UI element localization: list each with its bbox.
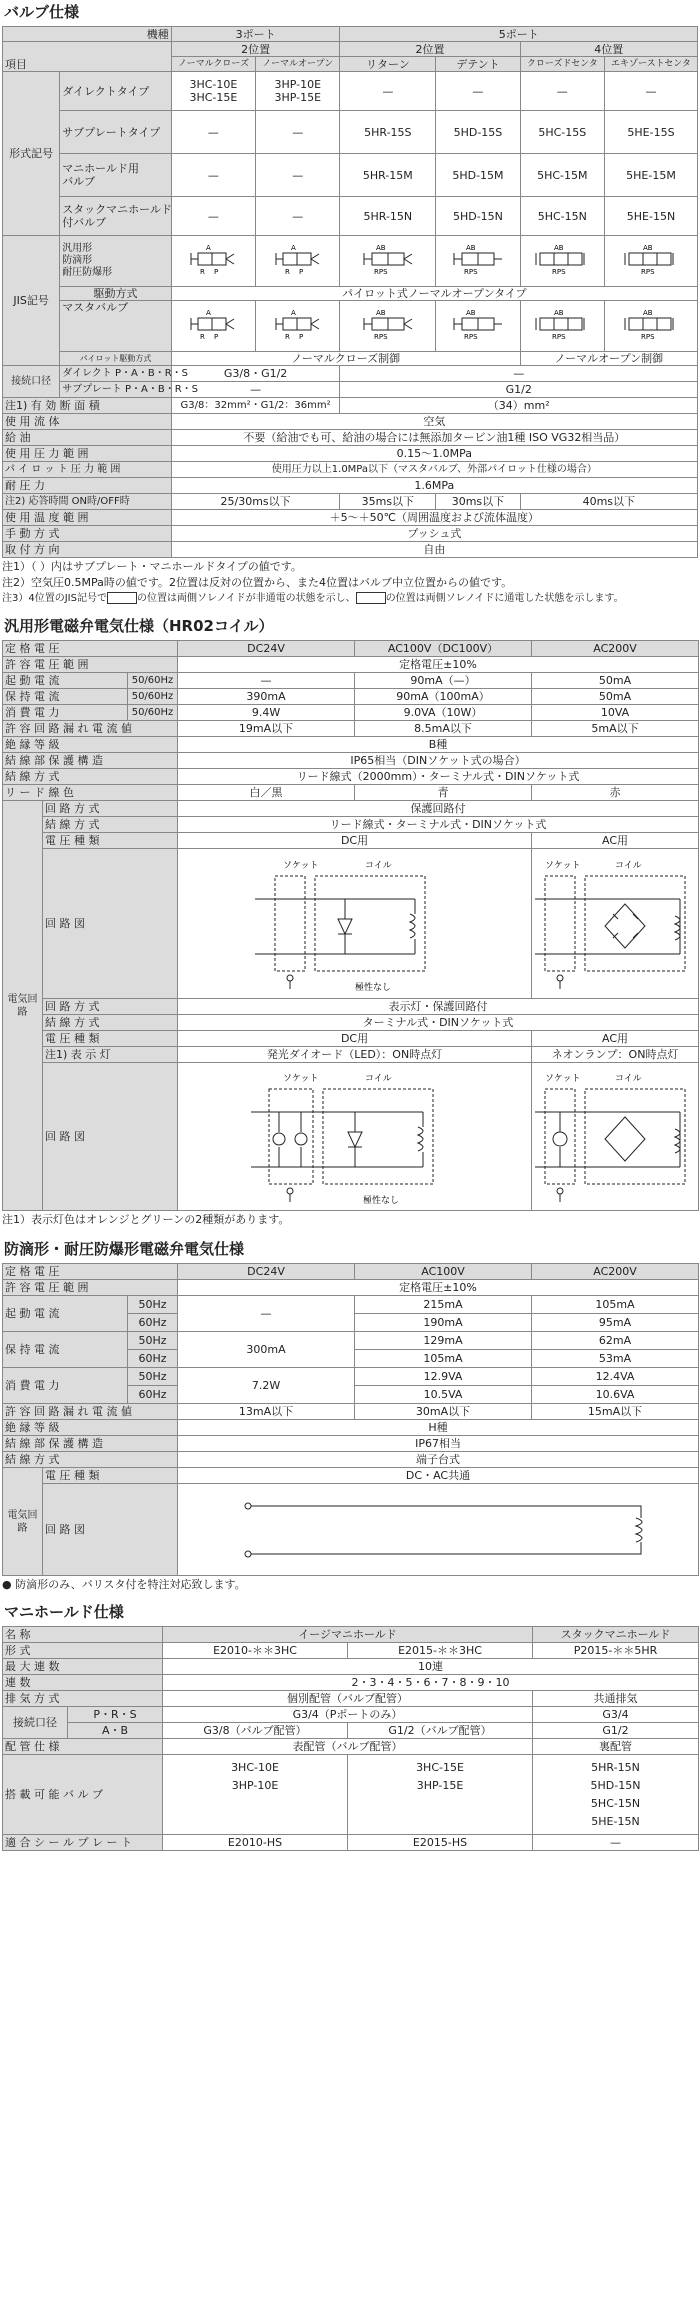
hz-label: 50Hz bbox=[128, 1296, 178, 1314]
svg-text:RPS: RPS bbox=[373, 267, 388, 276]
cell: 50mA bbox=[532, 673, 699, 689]
cell: 10VA bbox=[532, 705, 699, 721]
header-5port: 5ポート bbox=[340, 27, 698, 42]
svg-text:AB: AB bbox=[375, 243, 386, 252]
mount-label: 取 付 方 向 bbox=[3, 542, 172, 558]
port-sub bbox=[60, 382, 199, 398]
svg-text:ソケット: ソケット bbox=[545, 1073, 581, 1084]
drip-header-item: 定 格 電 圧 bbox=[3, 1264, 178, 1280]
cell: B種 bbox=[178, 737, 699, 753]
header-4pos: 4位置 bbox=[520, 42, 697, 57]
row-label: 結 線 方 式 bbox=[3, 769, 178, 785]
cell: 5HD-15S bbox=[436, 111, 520, 154]
response-value: 40ms以下 bbox=[520, 494, 697, 510]
svg-text:P: P bbox=[214, 267, 219, 276]
cell: 5HR-15M bbox=[340, 154, 436, 197]
cell: 3HC-10E 3HC-15E bbox=[171, 72, 255, 111]
col-header: エキゾーストセンタ bbox=[604, 57, 697, 72]
cell: 129mA bbox=[355, 1332, 532, 1350]
cell: 5HR-15N bbox=[340, 197, 436, 236]
ins-value: H種 bbox=[178, 1420, 699, 1436]
valve-note-3 bbox=[2, 592, 700, 606]
valve-model: 3HP-15E bbox=[416, 1779, 464, 1792]
c2-label: 結 線 方 式 bbox=[43, 1015, 178, 1031]
pipe-label: 配 管 仕 様 bbox=[3, 1739, 163, 1755]
header-model: 機種 bbox=[3, 27, 172, 42]
model-label: 形 式 bbox=[3, 1643, 163, 1659]
row-label: リ ー ド 線 色 bbox=[3, 785, 178, 801]
start-dc: — bbox=[178, 1296, 355, 1332]
svg-text:R: R bbox=[284, 332, 290, 341]
power-label: 消 費 電 力 bbox=[3, 1368, 128, 1404]
drip-table bbox=[2, 1263, 699, 1576]
fluid-value: 空気 bbox=[171, 414, 697, 430]
c1-value: リード線式・ターミナル式・DINソケット式 bbox=[178, 817, 699, 833]
hz-label: 50Hz bbox=[128, 1368, 178, 1386]
svg-text:R: R bbox=[200, 267, 206, 276]
drip-title: 防滴形・耐圧防爆形電磁弁電気仕様 bbox=[4, 1240, 245, 1258]
drip-col: AC100V bbox=[355, 1264, 532, 1280]
cell: 105mA bbox=[532, 1296, 699, 1314]
cell: 50mA bbox=[532, 689, 699, 705]
cell: — bbox=[340, 72, 436, 111]
cell: 9.0VA（10W） bbox=[355, 705, 532, 721]
jis-master-nc bbox=[171, 301, 255, 352]
cell: 10.6VA bbox=[532, 1386, 699, 1404]
cell: 9.4W bbox=[178, 705, 355, 721]
mount-col3 bbox=[533, 1755, 699, 1835]
seal-value: — bbox=[533, 1835, 699, 1851]
row-label: サブプレートタイプ bbox=[60, 111, 172, 154]
prot-label: 結 線 部 保 護 構 造 bbox=[3, 1436, 178, 1452]
dc-led-circuit-diagram bbox=[178, 1063, 532, 1211]
hold-dc: 300mA bbox=[178, 1332, 355, 1368]
cell: 5HC-15M bbox=[520, 154, 604, 197]
c2-label: 回 路 方 式 bbox=[43, 999, 178, 1015]
cell: — bbox=[171, 111, 255, 154]
port-label: 接続口径 bbox=[3, 366, 60, 398]
c1-label: 結 線 方 式 bbox=[43, 817, 178, 833]
row-label: 消 費 電 力 bbox=[3, 705, 128, 721]
jis-symbol-closed-center bbox=[520, 236, 604, 287]
pilot-pressure-value: 使用圧力以上1.0MPa以下（マスタバルブ、外部パイロット仕様の場合） bbox=[171, 462, 697, 478]
svg-text:ソケット: ソケット bbox=[545, 860, 581, 871]
jis-symbol-return bbox=[340, 236, 436, 287]
seal-value: E2010-HS bbox=[163, 1835, 348, 1851]
cell: 5HE-15M bbox=[604, 154, 697, 197]
cell: 5HC-15N bbox=[520, 197, 604, 236]
jis-master-return bbox=[340, 301, 436, 352]
pressure-value: 0.15〜1.0MPa bbox=[171, 446, 697, 462]
hz-label: 50Hz bbox=[128, 1332, 178, 1350]
port-sub-dash: — bbox=[171, 382, 340, 398]
cell: 105mA bbox=[355, 1350, 532, 1368]
cell: — bbox=[520, 72, 604, 111]
row-label: マニホールド用 バルブ bbox=[60, 154, 172, 197]
pilot-pressure-label: パ イ ロ ッ ト 圧 力 範 囲 bbox=[3, 462, 172, 478]
manual-value: プッシュ式 bbox=[171, 526, 697, 542]
row-label: 保 持 電 流 bbox=[3, 689, 128, 705]
jis-symbol-detent bbox=[436, 236, 520, 287]
cell: 90mA（—） bbox=[355, 673, 532, 689]
cell: 15mA以下 bbox=[532, 1404, 699, 1420]
position-box bbox=[356, 592, 386, 604]
volt-label: 電 圧 種 類 bbox=[43, 1468, 178, 1484]
col-header: デテント bbox=[436, 57, 520, 72]
exh-easy: 個別配管（バルブ配管） bbox=[163, 1691, 533, 1707]
model: P2015-＊＊5HR bbox=[533, 1643, 699, 1659]
svg-text:コイル: コイル bbox=[615, 1073, 642, 1084]
row-label: 絶 縁 等 級 bbox=[3, 737, 178, 753]
svg-text:P: P bbox=[214, 332, 219, 341]
m-port-label: 接続口径 bbox=[3, 1707, 68, 1739]
hold-label: 保 持 電 流 bbox=[3, 1332, 128, 1368]
cell: 5HD-15N bbox=[436, 197, 520, 236]
svg-text:AB: AB bbox=[554, 243, 564, 252]
svg-text:RPS: RPS bbox=[640, 332, 655, 341]
c2-label: 電 圧 種 類 bbox=[43, 1031, 178, 1047]
port-direct bbox=[60, 366, 189, 382]
cell: — bbox=[171, 154, 255, 197]
pilot-nc-control: ノーマルクローズ制御 bbox=[171, 352, 520, 366]
svg-text:R: R bbox=[200, 332, 206, 341]
port-direct-dash: — bbox=[340, 366, 698, 382]
svg-text:RPS: RPS bbox=[640, 267, 655, 276]
model: E2010-＊＊3HC bbox=[163, 1643, 348, 1659]
svg-text:P: P bbox=[298, 267, 303, 276]
model: E2015-＊＊3HC bbox=[348, 1643, 533, 1659]
hz-label: 60Hz bbox=[128, 1386, 178, 1404]
jis-master-no bbox=[256, 301, 340, 352]
jis-general-label: 汎用形 防滴形 耐圧防爆形 bbox=[60, 236, 172, 287]
temp-value: ＋5〜＋50℃（周囲温度および流体温度） bbox=[171, 510, 697, 526]
cell: — bbox=[256, 111, 340, 154]
volt-value: DC・AC共通 bbox=[178, 1468, 699, 1484]
valve-table bbox=[2, 26, 698, 558]
svg-text:A: A bbox=[290, 243, 296, 252]
cell: 8.5mA以下 bbox=[355, 721, 532, 737]
jis-symbol-exhaust-center bbox=[604, 236, 697, 287]
valve-note-3c: の位置は両側ソレノイドに通電した状態を示します。 bbox=[385, 593, 624, 604]
pipe-easy: 表配管（バルブ配管） bbox=[163, 1739, 533, 1755]
cell: 白／黒 bbox=[178, 785, 355, 801]
wire-value: 端子台式 bbox=[178, 1452, 699, 1468]
jis-master-exhaust-center bbox=[604, 301, 697, 352]
hr02-header-item: 定 格 電 圧 bbox=[3, 641, 178, 657]
drip-note: ● 防滴形のみ、バリスタ付を特注対応致します。 bbox=[2, 1578, 246, 1591]
row-label: ダイレクトタイプ bbox=[60, 72, 172, 111]
area-value-sub: （34）mm² bbox=[340, 398, 698, 414]
svg-text:コイル: コイル bbox=[364, 1073, 392, 1084]
proof-label: 耐 圧 力 bbox=[3, 478, 172, 494]
c2-dc: 発光ダイオード（LED）：ON時点灯 bbox=[178, 1047, 532, 1063]
c2-dc: DC用 bbox=[178, 1031, 532, 1047]
valve-model: 3HC-15E bbox=[416, 1761, 464, 1774]
manual-label: 手 動 方 式 bbox=[3, 526, 172, 542]
row-sub: 50/60Hz bbox=[128, 673, 178, 689]
col-header: リターン bbox=[340, 57, 436, 72]
mount-valve-label: 搭 載 可 能 バ ル ブ bbox=[3, 1755, 163, 1835]
jis-symbol-nc bbox=[171, 236, 255, 287]
ab-value: G3/8（バルブ配管） bbox=[163, 1723, 348, 1739]
model-label: 形式記号 bbox=[3, 72, 60, 236]
drip-diagram-label: 回 路 図 bbox=[43, 1484, 178, 1576]
port-sub-label: サブプレート bbox=[62, 384, 122, 395]
c1-value: 保護回路付 bbox=[178, 801, 699, 817]
diagram-label: 回 路 図 bbox=[43, 1063, 178, 1211]
cell: リード線式（2000mm）・ターミナル式・DINソケット式 bbox=[178, 769, 699, 785]
c2-value: ターミナル式・DINソケット式 bbox=[178, 1015, 699, 1031]
hr02-table bbox=[2, 640, 699, 1211]
valve-model: 5HC-15N bbox=[590, 1796, 641, 1810]
ab-value: G1/2（バルブ配管） bbox=[348, 1723, 533, 1739]
manifold-title: マニホールド仕様 bbox=[4, 1603, 124, 1621]
cell: 12.4VA bbox=[532, 1368, 699, 1386]
oil-value: 不要（給油でも可、給油の場合には無添加タービン油1種 ISO VG32相当品） bbox=[171, 430, 697, 446]
svg-text:RPS: RPS bbox=[463, 332, 478, 341]
circuit-label: 電気回路 bbox=[3, 801, 43, 1211]
cell: 30mA以下 bbox=[355, 1404, 532, 1420]
leak-label: 許 容 回 路 漏 れ 電 流 値 bbox=[3, 1404, 178, 1420]
response-value: 30ms以下 bbox=[436, 494, 520, 510]
cell: 215mA bbox=[355, 1296, 532, 1314]
row-sub: 50/60Hz bbox=[128, 689, 178, 705]
pilot-drive-label: パイロット駆動方式 bbox=[60, 352, 172, 366]
hz-label: 60Hz bbox=[128, 1314, 178, 1332]
row-label: 結 線 部 保 護 構 造 bbox=[3, 753, 178, 769]
jis-master-detent bbox=[436, 301, 520, 352]
ab-label: A・B bbox=[68, 1723, 163, 1739]
valve-note-1: 注1）（ ）内はサブプレート・マニホールドタイプの値です。 bbox=[2, 560, 302, 573]
cell: 190mA bbox=[355, 1314, 532, 1332]
jis-symbol-no bbox=[256, 236, 340, 287]
seal-value: E2015-HS bbox=[348, 1835, 533, 1851]
response-label: 注2) 応答時間 ON時/OFF時 bbox=[3, 494, 172, 510]
cell: 13mA以下 bbox=[178, 1404, 355, 1420]
row-label: 許 容 電 圧 範 囲 bbox=[3, 657, 178, 673]
hr02-col: AC200V bbox=[532, 641, 699, 657]
exh-stack: 共通排気 bbox=[533, 1691, 699, 1707]
valve-model: 3HP-10E bbox=[231, 1779, 279, 1792]
row-label: スタックマニホールド 付バルブ bbox=[60, 197, 172, 236]
temp-label: 使 用 温 度 範 囲 bbox=[3, 510, 172, 526]
manifold-table bbox=[2, 1626, 699, 1851]
start-label: 起 動 電 流 bbox=[3, 1296, 128, 1332]
cell: 定格電圧±10% bbox=[178, 657, 699, 673]
cell: 95mA bbox=[532, 1314, 699, 1332]
cell: 5mA以下 bbox=[532, 721, 699, 737]
wire-label: 結 線 方 式 bbox=[3, 1452, 178, 1468]
svg-text:R: R bbox=[284, 267, 290, 276]
cell: 12.9VA bbox=[355, 1368, 532, 1386]
cell: 90mA（100mA） bbox=[355, 689, 532, 705]
row-sub: 50/60Hz bbox=[128, 705, 178, 721]
response-value: 35ms以下 bbox=[340, 494, 436, 510]
hz-label: 60Hz bbox=[128, 1350, 178, 1368]
c2-label: 注1) 表 示 灯 bbox=[43, 1047, 178, 1063]
row-label: 起 動 電 流 bbox=[3, 673, 128, 689]
c2-ac: ネオンランプ：ON時点灯 bbox=[532, 1047, 699, 1063]
header-2pos: 2位置 bbox=[340, 42, 520, 57]
seal-label: 適 合 シ ー ル プ レ ー ト bbox=[3, 1835, 163, 1851]
cell: 5HR-15S bbox=[340, 111, 436, 154]
drip-circuit-label: 電気回路 bbox=[3, 1468, 43, 1576]
svg-text:RPS: RPS bbox=[373, 332, 388, 341]
header-3port: 3ポート bbox=[171, 27, 340, 42]
coil-label: コイル bbox=[364, 860, 392, 871]
cell: 5HC-15S bbox=[520, 111, 604, 154]
c2-ac: AC用 bbox=[532, 1031, 699, 1047]
mount-col2 bbox=[348, 1755, 533, 1835]
area-label: 注1) 有 効 断 面 積 bbox=[3, 398, 172, 414]
cell: — bbox=[256, 197, 340, 236]
valve-note-3b: の位置は両側ソレノイドが非通電の状態を示し、 bbox=[136, 593, 356, 604]
ac-circuit-diagram bbox=[532, 849, 699, 999]
cell: — bbox=[436, 72, 520, 111]
prs-easy: G3/4（Pポートのみ） bbox=[163, 1707, 533, 1723]
cell: 赤 bbox=[532, 785, 699, 801]
jis-master-closed-center bbox=[520, 301, 604, 352]
header-2pos: 2位置 bbox=[171, 42, 340, 57]
hr02-note: 注1）表示灯色はオレンジとグリーンの2種類があります。 bbox=[2, 1213, 290, 1226]
cell: 青 bbox=[355, 785, 532, 801]
valve-note-2: 注2）空気圧0.5MPa時の値です。2位置は反対の位置から、また4位置はバルブ中立位置からの値です。 bbox=[2, 576, 513, 589]
col-header: ノーマルクローズ bbox=[171, 57, 255, 72]
c2-value: 表示灯・保護回路付 bbox=[178, 999, 699, 1015]
proof-value: 1.6MPa bbox=[171, 478, 697, 494]
cell: 5HE-15N bbox=[604, 197, 697, 236]
c1-ac: AC用 bbox=[532, 833, 699, 849]
header-item: 項目 bbox=[3, 42, 172, 72]
max-label: 最 大 連 数 bbox=[3, 1659, 163, 1675]
svg-text:コイル: コイル bbox=[615, 860, 642, 871]
c1-label: 電 圧 種 類 bbox=[43, 833, 178, 849]
area-value: G3/8：32mm²・G1/2：36mm² bbox=[171, 398, 340, 414]
svg-text:RPS: RPS bbox=[552, 267, 566, 276]
cell: 53mA bbox=[532, 1350, 699, 1368]
nopolar-label: 極性なし bbox=[354, 982, 391, 993]
pipe-stack: 裏配管 bbox=[533, 1739, 699, 1755]
svg-text:A: A bbox=[206, 308, 212, 317]
cell: 19mA以下 bbox=[178, 721, 355, 737]
power-dc: 7.2W bbox=[178, 1368, 355, 1404]
col-header: クローズドセンタ bbox=[520, 57, 604, 72]
svg-text:AB: AB bbox=[642, 308, 653, 317]
cell: 5HE-15S bbox=[604, 111, 697, 154]
hr02-col: DC24V bbox=[178, 641, 355, 657]
ab-value: G1/2 bbox=[533, 1723, 699, 1739]
max-value: 10連 bbox=[163, 1659, 699, 1675]
cell: — bbox=[171, 197, 255, 236]
name-label: 名 称 bbox=[3, 1627, 163, 1643]
c1-dc: DC用 bbox=[178, 833, 532, 849]
name-stack: スタックマニホールド bbox=[533, 1627, 699, 1643]
cell: — bbox=[178, 673, 355, 689]
jis-label: JIS記号 bbox=[3, 236, 60, 366]
dc-circuit-diagram bbox=[178, 849, 532, 999]
cell: 62mA bbox=[532, 1332, 699, 1350]
drip-col: AC200V bbox=[532, 1264, 699, 1280]
drip-circuit-diagram bbox=[178, 1484, 699, 1576]
ins-label: 絶 縁 等 級 bbox=[3, 1420, 178, 1436]
svg-text:ソケット: ソケット bbox=[282, 1073, 318, 1084]
svg-text:AB: AB bbox=[465, 308, 476, 317]
fluid-label: 使 用 流 体 bbox=[3, 414, 172, 430]
svg-text:極性なし: 極性なし bbox=[362, 1195, 399, 1206]
port-sub-value: G1/2 bbox=[340, 382, 698, 398]
valve-model: 5HE-15N bbox=[591, 1814, 640, 1828]
ac-neon-circuit-diagram bbox=[532, 1063, 699, 1211]
drive-value: パイロット式ノーマルオープンタイプ bbox=[171, 287, 697, 301]
diagram-label: 回 路 図 bbox=[43, 849, 178, 999]
col-header: ノーマルオープン bbox=[256, 57, 340, 72]
pressure-label: 使 用 圧 力 範 囲 bbox=[3, 446, 172, 462]
stations-value: 2・3・4・5・6・7・8・9・10 bbox=[163, 1675, 699, 1691]
port-direct-label: ダイレクト bbox=[62, 368, 112, 379]
row-label: 許 容 回 路 漏 れ 電 流 値 bbox=[3, 721, 178, 737]
socket-label: ソケット bbox=[282, 860, 318, 871]
prot-value: IP67相当 bbox=[178, 1436, 699, 1452]
svg-text:P: P bbox=[298, 332, 303, 341]
port-sub-ports: P・A・B・R・S bbox=[124, 384, 199, 395]
exh-label: 排 気 方 式 bbox=[3, 1691, 163, 1707]
valve-model: 3HC-10E bbox=[231, 1761, 279, 1774]
svg-text:RPS: RPS bbox=[552, 332, 566, 341]
valve-title: バルブ仕様 bbox=[4, 3, 80, 21]
cell: IP65相当（DINソケット式の場合） bbox=[178, 753, 699, 769]
response-value: 25/30ms以下 bbox=[171, 494, 340, 510]
cell: 390mA bbox=[178, 689, 355, 705]
svg-text:AB: AB bbox=[375, 308, 386, 317]
svg-text:AB: AB bbox=[465, 243, 476, 252]
cell: 10.5VA bbox=[355, 1386, 532, 1404]
master-valve-label: マスタバルブ bbox=[60, 301, 172, 352]
prs-stack: G3/4 bbox=[533, 1707, 699, 1723]
position-box bbox=[107, 592, 137, 604]
svg-text:AB: AB bbox=[642, 243, 653, 252]
drip-col: DC24V bbox=[178, 1264, 355, 1280]
hr02-col: AC100V（DC100V） bbox=[355, 641, 532, 657]
port-direct-value: G3/8・G1/2 bbox=[171, 366, 340, 382]
name-easy: イージマニホールド bbox=[163, 1627, 533, 1643]
cell: — bbox=[256, 154, 340, 197]
port-direct-ports: P・A・B・R・S bbox=[114, 368, 189, 379]
pilot-no-control: ノーマルオープン制御 bbox=[520, 352, 697, 366]
oil-label: 給 油 bbox=[3, 430, 172, 446]
prs-label: P・R・S bbox=[68, 1707, 163, 1723]
mount-col1 bbox=[163, 1755, 348, 1835]
svg-text:A: A bbox=[206, 243, 212, 252]
allow-value: 定格電圧±10% bbox=[178, 1280, 699, 1296]
svg-text:A: A bbox=[290, 308, 296, 317]
valve-note-3a: 注3）4位置のJIS記号で bbox=[2, 593, 107, 604]
drive-label: 駆動方式 bbox=[60, 287, 172, 301]
svg-text:RPS: RPS bbox=[463, 267, 478, 276]
valve-model: 5HD-15N bbox=[590, 1778, 641, 1792]
cell: — bbox=[604, 72, 697, 111]
cell: 3HP-10E 3HP-15E bbox=[256, 72, 340, 111]
stations-label: 連 数 bbox=[3, 1675, 163, 1691]
valve-model: 5HR-15N bbox=[591, 1760, 640, 1774]
hr02-title: 汎用形電磁弁電気仕様（HR02コイル） bbox=[4, 617, 274, 635]
c1-label: 回 路 方 式 bbox=[43, 801, 178, 817]
allow-label: 許 容 電 圧 範 囲 bbox=[3, 1280, 178, 1296]
svg-text:AB: AB bbox=[554, 308, 564, 317]
mount-value: 自由 bbox=[171, 542, 697, 558]
cell: 5HD-15M bbox=[436, 154, 520, 197]
